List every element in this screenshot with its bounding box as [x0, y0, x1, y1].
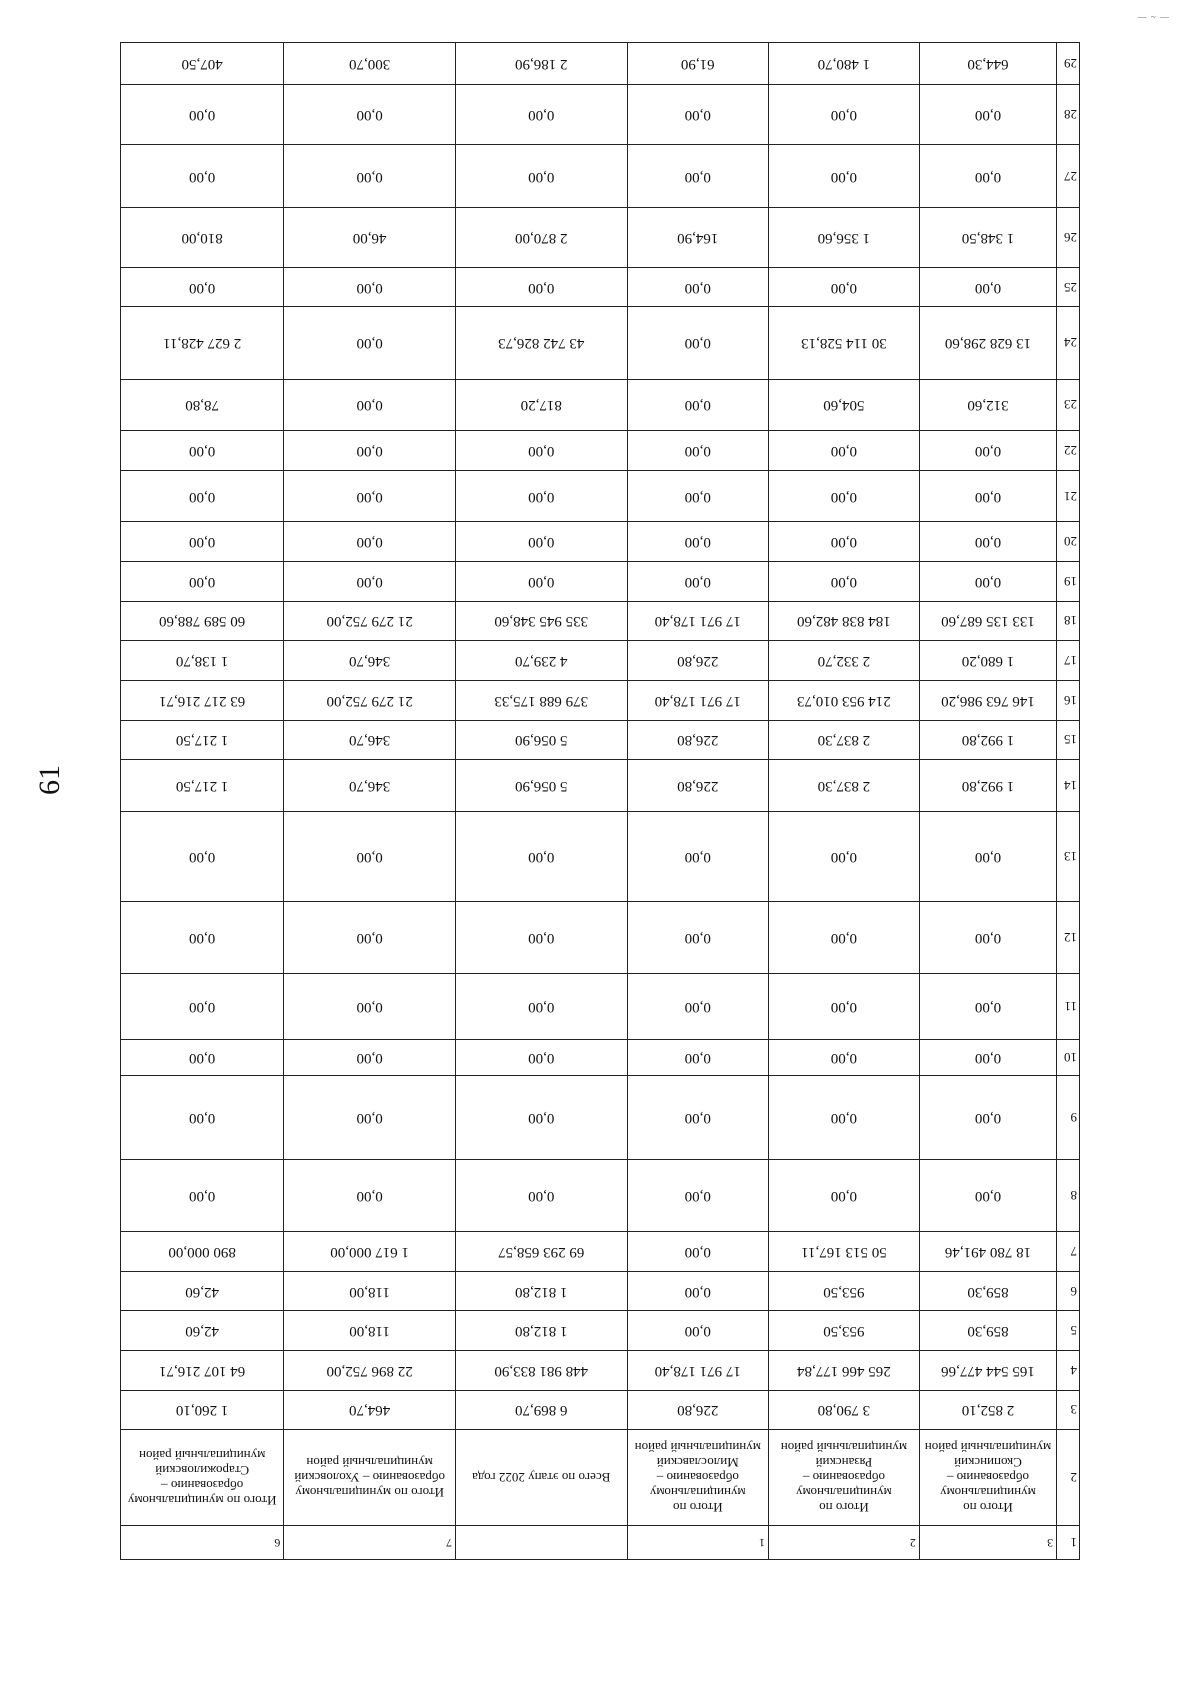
table-cell: 0,00: [769, 562, 920, 602]
table-cell: 0,00: [919, 522, 1056, 562]
table-cell: 0,00: [455, 1040, 627, 1076]
table-cell: 0,00: [769, 901, 920, 973]
table-cell: 0,00: [284, 1160, 456, 1232]
table-cell: 2 870,00: [455, 207, 627, 267]
table-cell: 0,00: [919, 811, 1056, 901]
table-cell: 3 790,80: [769, 1390, 920, 1430]
header-number: 16: [1057, 680, 1080, 720]
table-cell: 1 992,80: [919, 720, 1056, 760]
row-name: Итого по муниципальному образованию – Милославский муниципальный район: [627, 1430, 768, 1526]
table-cell: 1 617 000,00: [284, 1232, 456, 1272]
table-cell: 0,00: [284, 470, 456, 522]
header-number: 25: [1057, 267, 1080, 307]
table-cell: 0,00: [769, 267, 920, 307]
header-number: 8: [1057, 1160, 1080, 1232]
table-cell: 0,00: [769, 1160, 920, 1232]
table-cell: 0,00: [455, 973, 627, 1039]
table-cell: 78,80: [121, 379, 284, 431]
header-number: 24: [1057, 307, 1080, 379]
header-number: 5: [1057, 1311, 1080, 1351]
table-cell: 817,20: [455, 379, 627, 431]
data-line: [121, 1311, 1080, 1351]
table-cell: 1 812,80: [455, 1271, 627, 1311]
table-cell: 0,00: [769, 811, 920, 901]
table-cell: 859,30: [919, 1311, 1056, 1351]
table-cell: 0,00: [121, 901, 284, 973]
table-cell: 1 217,50: [121, 760, 284, 812]
table-cell: 6 869,70: [455, 1390, 627, 1430]
table-cell: 0,00: [121, 562, 284, 602]
header-number: 29: [1057, 43, 1080, 85]
table-cell: 226,80: [627, 720, 768, 760]
table-cell: 0,00: [284, 522, 456, 562]
data-line: [121, 973, 1080, 1039]
table-cell: 18 780 491,46: [919, 1232, 1056, 1272]
row-number: [455, 1526, 627, 1560]
table-cell: 2 837,30: [769, 720, 920, 760]
data-table: [120, 42, 1080, 1560]
table-cell: 0,00: [121, 85, 284, 145]
data-line: [121, 267, 1080, 307]
row-name: Итого по муниципальному образованию – Старожиловский муниципальный район: [121, 1430, 284, 1526]
header-number: 20: [1057, 522, 1080, 562]
table-cell: 0,00: [121, 267, 284, 307]
table-cell: 464,70: [284, 1390, 456, 1430]
table-cell: 0,00: [284, 562, 456, 602]
table-cell: 0,00: [627, 470, 768, 522]
table-cell: 0,00: [769, 522, 920, 562]
row-name: Всего по этапу 2022 года: [455, 1430, 627, 1526]
table-cell: 0,00: [627, 1040, 768, 1076]
table-cell: 0,00: [627, 901, 768, 973]
table-cell: 69 293 658,57: [455, 1232, 627, 1272]
table-cell: 0,00: [627, 1271, 768, 1311]
data-line: [121, 1040, 1080, 1076]
data-line: [121, 901, 1080, 973]
header-number: 22: [1057, 431, 1080, 471]
header-number: 15: [1057, 720, 1080, 760]
table-cell: 2 837,30: [769, 760, 920, 812]
table-cell: 118,00: [284, 1311, 456, 1351]
table-cell: 1 812,80: [455, 1311, 627, 1351]
table-cell: 0,00: [284, 901, 456, 973]
header-number: 23: [1057, 379, 1080, 431]
table-cell: 0,00: [919, 431, 1056, 471]
data-line: [121, 1271, 1080, 1311]
table-cell: 164,90: [627, 207, 768, 267]
table-cell: 0,00: [919, 1040, 1056, 1076]
table-cell: 60 589 788,60: [121, 601, 284, 641]
header-number: 3: [1057, 1390, 1080, 1430]
table-cell: 1 480,70: [769, 43, 920, 85]
table-cell: 0,00: [627, 379, 768, 431]
table-cell: 1 348,50: [919, 207, 1056, 267]
table-cell: 0,00: [121, 1040, 284, 1076]
table-cell: 226,80: [627, 760, 768, 812]
table-cell: 0,00: [121, 470, 284, 522]
table-cell: 0,00: [455, 1160, 627, 1232]
table-cell: 0,00: [919, 901, 1056, 973]
table-cell: 133 135 687,60: [919, 601, 1056, 641]
data-line: [121, 522, 1080, 562]
data-line: [121, 470, 1080, 522]
table-cell: 5 056,90: [455, 760, 627, 812]
header-number: 14: [1057, 760, 1080, 812]
table-cell: 0,00: [769, 1040, 920, 1076]
table-cell: 0,00: [121, 145, 284, 207]
table-cell: 17 971 178,40: [627, 680, 768, 720]
data-line: [121, 1160, 1080, 1232]
table-cell: 2 627 428,11: [121, 307, 284, 379]
table-cell: 0,00: [284, 431, 456, 471]
table-cell: 22 896 752,00: [284, 1351, 456, 1391]
row-number: 1: [627, 1526, 768, 1560]
header-number: 10: [1057, 1040, 1080, 1076]
header-number: 1: [1057, 1526, 1080, 1560]
table-cell: 0,00: [284, 973, 456, 1039]
header-number: 4: [1057, 1351, 1080, 1391]
header-number: 18: [1057, 601, 1080, 641]
table-cell: 118,00: [284, 1271, 456, 1311]
table-cell: 0,00: [284, 267, 456, 307]
row-number: 7: [284, 1526, 456, 1560]
header-number: 21: [1057, 470, 1080, 522]
table-cell: 0,00: [627, 85, 768, 145]
table-cell: 407,50: [121, 43, 284, 85]
table-cell: 0,00: [769, 85, 920, 145]
table-cell: 0,00: [455, 470, 627, 522]
data-line: [121, 720, 1080, 760]
table-cell: 0,00: [769, 431, 920, 471]
table-cell: 0,00: [627, 431, 768, 471]
table-cell: 890 000,00: [121, 1232, 284, 1272]
data-line: [121, 379, 1080, 431]
table-cell: 1 992,80: [919, 760, 1056, 812]
header-number: 2: [1057, 1430, 1080, 1526]
table-cell: 0,00: [627, 973, 768, 1039]
table-cell: 0,00: [284, 379, 456, 431]
table-cell: 0,00: [455, 145, 627, 207]
table-cell: 0,00: [919, 973, 1056, 1039]
table-cell: 335 945 348,60: [455, 601, 627, 641]
table-cell: 0,00: [121, 811, 284, 901]
table-cell: 0,00: [769, 470, 920, 522]
header-number: 17: [1057, 641, 1080, 681]
table-cell: 0,00: [919, 562, 1056, 602]
data-line: [121, 1076, 1080, 1160]
table-cell: 0,00: [284, 145, 456, 207]
table-cell: 0,00: [919, 1160, 1056, 1232]
table-cell: 0,00: [627, 267, 768, 307]
table-cell: 0,00: [769, 1076, 920, 1160]
header-number: 7: [1057, 1232, 1080, 1272]
table-cell: 346,70: [284, 760, 456, 812]
table-cell: 2 852,10: [919, 1390, 1056, 1430]
table-cell: 346,70: [284, 720, 456, 760]
table-cell: 0,00: [121, 1076, 284, 1160]
table-cell: 0,00: [455, 811, 627, 901]
table-cell: 43 742 826,73: [455, 307, 627, 379]
table-cell: 810,00: [121, 207, 284, 267]
table-cell: 0,00: [455, 85, 627, 145]
table-cell: 21 279 752,00: [284, 601, 456, 641]
table-cell: 13 628 298,60: [919, 307, 1056, 379]
header-number: 26: [1057, 207, 1080, 267]
table-cell: 346,70: [284, 641, 456, 681]
table-cell: 17 971 178,40: [627, 1351, 768, 1391]
table-cell: 0,00: [284, 307, 456, 379]
table-cell: 859,30: [919, 1271, 1056, 1311]
data-line: [121, 307, 1080, 379]
table-cell: 379 688 175,33: [455, 680, 627, 720]
header-number: 6: [1057, 1271, 1080, 1311]
table-cell: 0,00: [284, 811, 456, 901]
data-line: [121, 43, 1080, 85]
data-line: [121, 1351, 1080, 1391]
table-cell: 0,00: [769, 973, 920, 1039]
table-cell: 0,00: [455, 901, 627, 973]
table-cell: 0,00: [455, 1076, 627, 1160]
table-cell: 0,00: [627, 522, 768, 562]
scan-mark: — ~ —: [1137, 12, 1170, 22]
table-cell: 0,00: [284, 85, 456, 145]
table-cell: 42,60: [121, 1271, 284, 1311]
table-cell: 63 217 216,71: [121, 680, 284, 720]
row-name: Итого по муниципальному образованию – Рязанский муниципальный район: [769, 1430, 920, 1526]
table-cell: 0,00: [919, 85, 1056, 145]
table-cell: 165 544 477,66: [919, 1351, 1056, 1391]
table-cell: 504,60: [769, 379, 920, 431]
table-cell: 5 056,90: [455, 720, 627, 760]
table-cell: 953,50: [769, 1311, 920, 1351]
table-cell: 0,00: [455, 562, 627, 602]
table-cell: 30 114 528,13: [769, 307, 920, 379]
table-cell: 2 186,90: [455, 43, 627, 85]
header-number: 27: [1057, 145, 1080, 207]
table-cell: 42,60: [121, 1311, 284, 1351]
column-number-row: [121, 1526, 1080, 1560]
table-cell: 226,80: [627, 641, 768, 681]
table-cell: 644,30: [919, 43, 1056, 85]
data-line: [121, 641, 1080, 681]
table-cell: 46,00: [284, 207, 456, 267]
table-cell: 0,00: [121, 973, 284, 1039]
data-line: [121, 207, 1080, 267]
header-number: 28: [1057, 85, 1080, 145]
table-cell: 0,00: [627, 811, 768, 901]
table-cell: 0,00: [627, 307, 768, 379]
header-number: 19: [1057, 562, 1080, 602]
header-number: 9: [1057, 1076, 1080, 1160]
table-cell: 17 971 178,40: [627, 601, 768, 641]
name-row: [121, 1430, 1080, 1526]
data-line: [121, 680, 1080, 720]
header-number: 11: [1057, 973, 1080, 1039]
data-line: [121, 1232, 1080, 1272]
rotated-table-container: [120, 42, 1080, 1560]
table-cell: 146 763 986,20: [919, 680, 1056, 720]
table-cell: 0,00: [455, 431, 627, 471]
table-cell: 214 953 010,73: [769, 680, 920, 720]
table-cell: 0,00: [284, 1076, 456, 1160]
table-cell: 312,60: [919, 379, 1056, 431]
row-number: 3: [919, 1526, 1056, 1560]
table-cell: 0,00: [769, 145, 920, 207]
table-cell: 0,00: [627, 562, 768, 602]
row-number: 2: [769, 1526, 920, 1560]
table-cell: 0,00: [284, 1040, 456, 1076]
table-cell: 300,70: [284, 43, 456, 85]
table-cell: 0,00: [919, 470, 1056, 522]
table-cell: 265 466 177,84: [769, 1351, 920, 1391]
row-number: 6: [121, 1526, 284, 1560]
table-cell: 4 239,70: [455, 641, 627, 681]
table-cell: 1 217,50: [121, 720, 284, 760]
table-cell: 184 838 482,60: [769, 601, 920, 641]
table-cell: 953,50: [769, 1271, 920, 1311]
table-cell: 1 680,20: [919, 641, 1056, 681]
data-line: [121, 760, 1080, 812]
table-cell: 0,00: [627, 1311, 768, 1351]
header-number: 13: [1057, 811, 1080, 901]
table-cell: 0,00: [121, 522, 284, 562]
table-cell: 448 981 833,90: [455, 1351, 627, 1391]
data-line: [121, 601, 1080, 641]
data-line: [121, 562, 1080, 602]
table-cell: 0,00: [627, 1076, 768, 1160]
data-line: [121, 811, 1080, 901]
table-cell: 226,80: [627, 1390, 768, 1430]
table-cell: 0,00: [627, 1160, 768, 1232]
table-cell: 0,00: [627, 145, 768, 207]
table-cell: 1 138,70: [121, 641, 284, 681]
row-name: Итого по муниципальному образованию – Скопинский муниципальный район: [919, 1430, 1056, 1526]
table-cell: 1 260,10: [121, 1390, 284, 1430]
data-line: [121, 145, 1080, 207]
table-cell: 0,00: [121, 431, 284, 471]
table-cell: 0,00: [455, 267, 627, 307]
table-cell: 2 332,70: [769, 641, 920, 681]
table-cell: 0,00: [919, 1076, 1056, 1160]
table-cell: 21 279 752,00: [284, 680, 456, 720]
table-cell: 61,90: [627, 43, 768, 85]
table-cell: 0,00: [627, 1232, 768, 1272]
page-number: 61: [33, 765, 66, 795]
table-cell: 1 356,60: [769, 207, 920, 267]
header-number: 12: [1057, 901, 1080, 973]
row-name: Итого по муниципальному образованию – Ухоловский муниципальный район: [284, 1430, 456, 1526]
table-cell: 0,00: [919, 267, 1056, 307]
table-cell: 64 107 216,71: [121, 1351, 284, 1391]
table-cell: 50 513 167,11: [769, 1232, 920, 1272]
data-line: [121, 431, 1080, 471]
table-cell: 0,00: [919, 145, 1056, 207]
table-cell: 0,00: [121, 1160, 284, 1232]
table-cell: 0,00: [455, 522, 627, 562]
data-line: [121, 1390, 1080, 1430]
data-line: [121, 85, 1080, 145]
